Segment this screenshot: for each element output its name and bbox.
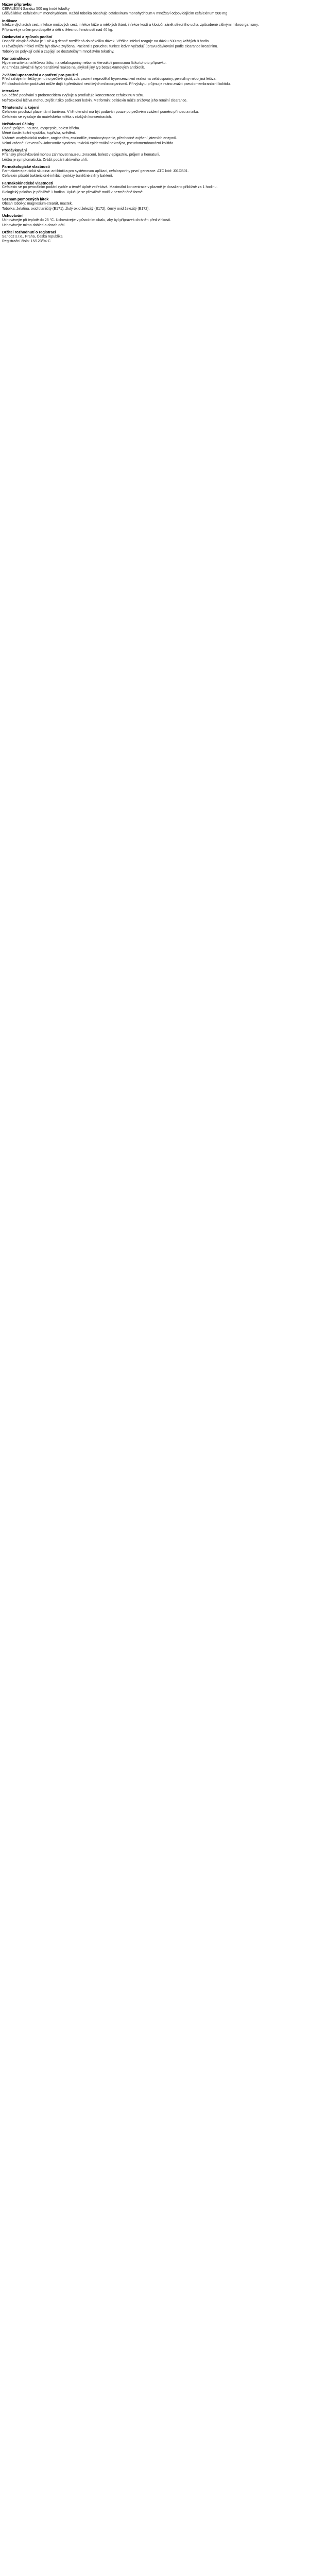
section-paragraph: Cefalexin působí baktericidně inhibicí syntézy buněčné stěny bakterií. [2,174,113,178]
document-section [2,34,303,54]
section-paragraph: Tobolky se polykají celé a zapíjejí se dostatečným množstvím tekutiny. [2,49,114,54]
document-section [2,18,303,33]
section-paragraph: Cefalexin prochází placentární bariérou. V těhotenství má být podáván pouze po pečlivém zvážení poměru přínosu a rizika. [2,110,199,114]
section-paragraph: Registrační číslo: 15/123/94-C [2,240,51,244]
section-paragraph: Tobolka: želatina, oxid titaničitý (E171), žlutý oxid železitý (E172), černý oxid železitý (E172). [2,207,150,211]
section-paragraph: Hypersenzitivita na léčivou látku, na cefalosporiny nebo na kteroukoli pomocnou látku tohoto přípravku. [2,61,167,65]
document-section [2,213,303,228]
section-heading: Těhotenství a kojení [2,105,39,110]
document-section [2,164,303,179]
document-section [2,2,303,16]
section-heading: Seznam pomocných látek [2,197,49,202]
document-section [2,180,303,195]
document-section [2,196,303,211]
section-paragraph: Farmakoterapeutická skupina: antibiotika pro systémovou aplikaci, cefalosporiny první generace. ATC kód: J01DB01. [2,169,189,173]
section-paragraph: CEFALEXIN Sandoz 500 mg tvrdé tobolky [2,7,70,11]
section-paragraph: Uchovávejte při teplotě do 25 °C. Uchovávejte v původním obalu, aby byl přípravek chráněn před vlhkostí. [2,218,171,222]
section-heading: Farmakokinetické vlastnosti [2,180,53,185]
section-heading: Název přípravku [2,2,32,7]
section-paragraph: Časté: průjem, nauzea, dyspepsie, bolest břicha. [2,126,80,130]
section-paragraph: Souběžné podávání s probenecidem zvyšuje a prodlužuje koncentrace cefalexinu v séru. [2,94,144,98]
document [0,0,309,248]
section-heading: Zvláštní upozornění a opatření pro použití [2,72,78,77]
section-heading: Dávkování a způsob podání [2,35,53,40]
section-paragraph: U závažných infekcí může být dávka zvýšena. Pacienti s poruchou funkce ledvin vyžadují úpravu dávkování podle clearance kreatininu. [2,44,218,48]
section-heading: Interakce [2,89,19,94]
section-paragraph: Přípravek je určen pro dospělé a děti s tělesnou hmotností nad 40 kg. [2,28,113,32]
section-paragraph: Méně časté: kožní vyrážka, kopřivka, svědění. [2,131,76,135]
section-paragraph: Při dlouhodobém podávání může dojít k přerůstání necitlivých mikroorganismů. Při výskytu průjmu je nutno zvážit pseudomembranózní kolitidu. [2,82,231,87]
section-paragraph: Anamnéza závažné hypersenzitivní reakce na jakýkoli jiný typ betalaktamových antibiotik. [2,66,145,70]
section-paragraph: Uchovávejte mimo dohled a dosah dětí. [2,223,65,227]
section-heading: Farmakologické vlastnosti [2,164,50,169]
document-section [2,229,303,244]
section-heading: Předávkování [2,148,27,153]
section-paragraph: Dospělí: obvyklá dávka je 1 až 4 g denně rozdělená do několika dávek. Většina infekcí reaguje na dávku 500 mg každých 8 hodin. [2,40,210,44]
section-paragraph: Příznaky předávkování mohou zahrnovat nauzeu, zvracení, bolest v epigastriu, průjem a hematurii. [2,152,160,157]
section-paragraph: Obsah tobolky: magnesium-stearát, mastek. [2,202,73,206]
section-heading: Držitel rozhodnutí o registraci [2,229,56,234]
section-heading: Kontraindikace [2,56,30,61]
section-heading: Nežádoucí účinky [2,121,35,126]
document-section [2,56,303,71]
section-paragraph: Biologický poločas je přibližně 1 hodina. Vylučuje se převážně močí v nezměněné formě. [2,191,144,195]
document-section [2,88,303,103]
section-heading: Indikace [2,18,18,23]
document-section [2,121,303,146]
document-section [2,147,303,162]
section-paragraph: Léčba je symptomatická. Zvážit podání aktivního uhlí. [2,158,88,162]
section-paragraph: Velmi vzácné: Stevensův-Johnsonův syndrom, toxická epidermální nekrolýza, pseudomembranózní kolitida. [2,141,175,145]
section-paragraph: Nefrotoxická léčiva mohou zvýšit riziko poškození ledvin. Metformin: cefalexin může snižovat jeho renální clearance. [2,98,187,103]
document-section [2,105,303,120]
section-paragraph: Vzácné: anafylaktická reakce, angioedém, eozinofilie, trombocytopenie, přechodné zvýšení jaterních enzymů. [2,137,177,141]
section-paragraph: Cefalexin se vylučuje do mateřského mléka v nízkých koncentracích. [2,115,112,119]
section-paragraph: Léčivá látka: cefalexinum monohydricum. Každá tobolka obsahuje cefalexinum monohydricum v množství odpovídajícím cefalexinum 500 mg. [2,12,229,16]
section-paragraph: Sandoz s.r.o., Praha, Česká republika [2,234,63,239]
section-paragraph: Cefalexin se po perorálním podání rychle a téměř úplně vstřebává. Maximální koncentrace v plazmě je dosaženo přibližně za 1 hodinu. [2,185,218,190]
section-paragraph: Infekce dýchacích cest, infekce močových cest, infekce kůže a měkkých tkání, infekce kostí a kloubů, zánět středního ucha, způsobené citlivými mikroorganismy. [2,23,259,27]
document-section [2,72,303,87]
section-paragraph: Před zahájením léčby je nutno pečlivě zjistit, zda pacient neprodělal hypersenzitivní reakci na cefalosporiny, peniciliny nebo jiná léčiva. [2,77,217,81]
section-heading: Uchovávání [2,213,24,218]
